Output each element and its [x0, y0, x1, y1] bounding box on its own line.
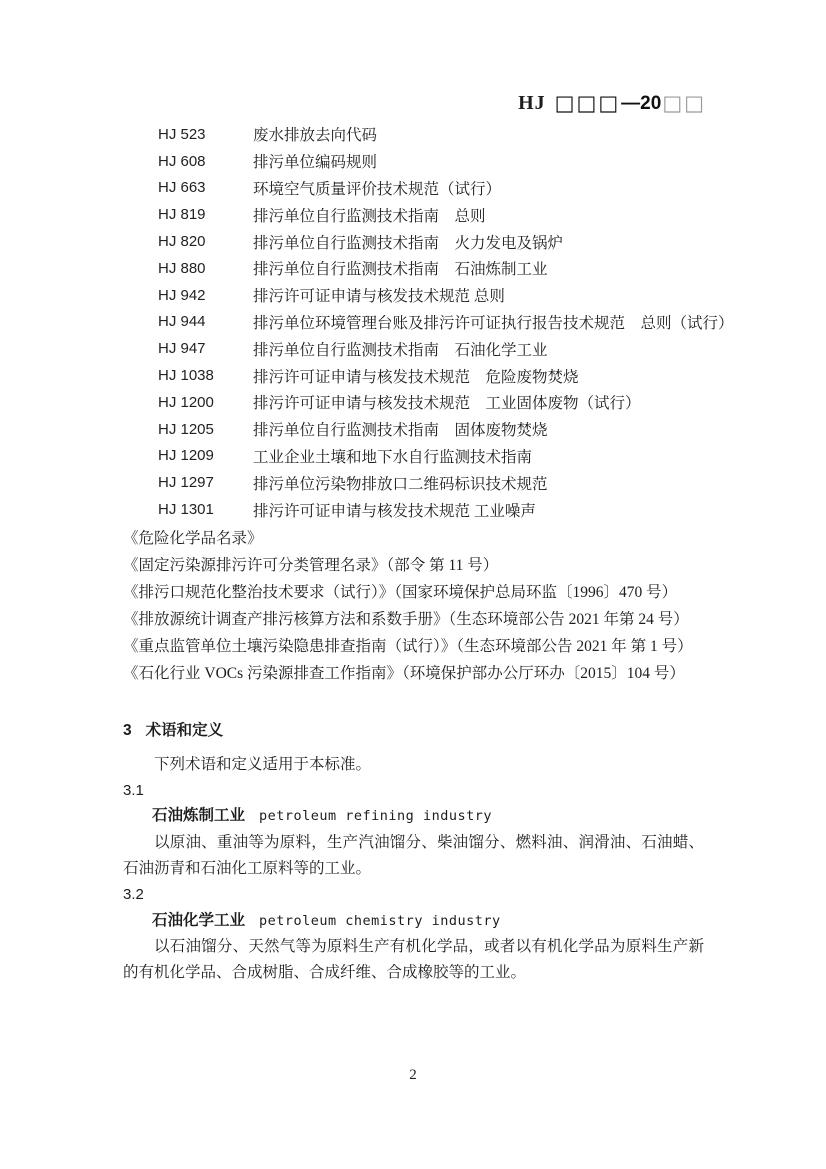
term-name-en: petroleum chemistry industry	[259, 912, 501, 929]
term-heading	[152, 803, 704, 830]
hj-reference-row	[158, 309, 734, 336]
hj-title: 排污单位自行监测技术指南 石油炼制工业	[253, 261, 548, 279]
hj-code: HJ 1209	[158, 447, 214, 465]
hj-reference-row	[158, 201, 734, 228]
term-definition: 以原油、重油等为原料，生产汽油馏分、柴油馏分、燃料油、润滑油、石油蜡、石油沥青和石油化工原料等的工业。	[123, 834, 704, 877]
term-name-en: petroleum refining industry	[259, 808, 492, 825]
standard-prefix: HJ	[518, 92, 546, 114]
hj-title: 排污许可证申请与核发技术规范 工业固体废物（试行）	[253, 395, 641, 413]
hj-title: 排污许可证申请与核发技术规范 危险废物焚烧	[253, 368, 579, 386]
term-id: 3.2	[123, 885, 144, 903]
hj-reference-row	[158, 228, 734, 255]
hj-title: 排污单位自行监测技术指南 石油化学工业	[253, 341, 548, 359]
hj-title: 废水排放去向代码	[253, 127, 378, 145]
hj-reference-row	[158, 282, 734, 309]
hj-code: HJ 1301	[158, 501, 214, 519]
standard-year-placeholder-squares: □□	[662, 91, 706, 115]
hj-code: HJ 523	[158, 125, 206, 143]
other-reference-list	[123, 524, 693, 685]
hj-code: HJ 1038	[158, 367, 214, 385]
hj-title: 环境空气质量评价技术规范（试行）	[253, 180, 502, 198]
hj-code: HJ 608	[158, 152, 206, 170]
hj-code: HJ 880	[158, 259, 206, 277]
hj-reference-row	[158, 121, 734, 148]
hj-code: HJ 947	[158, 340, 206, 358]
term-name-zh: 石油炼制工业	[152, 807, 246, 825]
other-reference-row: 《危险化学品名录》	[123, 530, 263, 548]
hj-code: HJ 1297	[158, 474, 214, 492]
section-number: 3	[123, 722, 132, 739]
term-id: 3.1	[123, 781, 144, 799]
other-reference-row: 《重点监管单位土壤污染隐患排查指南（试行）》（生态环境部公告 2021 年 第 1 号）	[123, 638, 693, 655]
section-terms-and-definitions	[123, 718, 704, 986]
hj-reference-row	[158, 389, 734, 416]
hj-reference-row	[158, 255, 734, 282]
section-intro: 下列术语和定义适用于本标准。	[154, 755, 372, 773]
page-number: 2	[409, 1067, 417, 1083]
term-definition: 以石油馏分、天然气等为原料生产有机化学品，或者以有机化学品为原料生产新的有机化学品、合成树脂、合成纤维、合成橡胶等的工业。	[123, 938, 704, 982]
hj-title: 排污许可证申请与核发技术规范 工业噪声	[253, 502, 536, 520]
term-name-zh: 石油化学工业	[152, 911, 246, 929]
hj-reference-row	[158, 175, 734, 202]
hj-title: 排污许可证申请与核发技术规范 总则	[253, 288, 505, 306]
hj-code: HJ 663	[158, 179, 206, 197]
term-heading	[152, 908, 704, 935]
hj-reference-row	[158, 496, 734, 523]
hj-code: HJ 942	[158, 286, 206, 304]
hj-title: 排污单位环境管理台账及排污许可证执行报告技术规范 总则（试行）	[253, 314, 734, 332]
other-reference-row: 《排污口规范化整治技术要求（试行）》（国家环境保护总局环监〔1996〕470 号）	[123, 584, 678, 602]
hj-reference-row	[158, 469, 734, 496]
hj-title: 工业企业土壤和地下水自行监测技术指南	[253, 448, 533, 466]
standard-year-prefix: —20	[621, 92, 662, 114]
section-title: 术语和定义	[145, 722, 224, 739]
hj-title: 排污单位自行监测技术指南 总则	[253, 207, 486, 225]
hj-code: HJ 819	[158, 206, 206, 224]
hj-title: 排污单位污染物排放口二维码标识技术规范	[253, 475, 548, 493]
other-reference-row: 《排放源统计调查产排污核算方法和系数手册》（生态环境部公告 2021 年第 24 号）	[123, 611, 689, 629]
hj-code: HJ 1200	[158, 393, 214, 411]
other-reference-row: 《石化行业 VOCs 污染源排查工作指南》（环境保护部办公厅环办〔2015〕104 号）	[123, 664, 685, 682]
hj-code: HJ 944	[158, 313, 206, 331]
other-reference-row: 《固定污染源排污许可分类管理名录》（部令 第 11 号）	[123, 557, 499, 575]
hj-reference-row	[158, 443, 734, 470]
hj-title: 排污单位自行监测技术指南 火力发电及锅炉	[253, 234, 564, 252]
standard-code-placeholder-squares: □□□	[554, 91, 621, 115]
section-heading	[123, 718, 704, 744]
hj-reference-row	[158, 148, 734, 175]
hj-title: 排污单位编码规则	[253, 154, 378, 172]
hj-reference-row	[158, 335, 734, 362]
hj-code: HJ 1205	[158, 420, 214, 438]
standard-number-header	[518, 92, 706, 115]
hj-reference-row	[158, 362, 734, 389]
hj-reference-list	[158, 121, 734, 523]
hj-code: HJ 820	[158, 233, 206, 251]
hj-title: 排污单位自行监测技术指南 固体废物焚烧	[253, 422, 548, 440]
hj-reference-row	[158, 416, 734, 443]
